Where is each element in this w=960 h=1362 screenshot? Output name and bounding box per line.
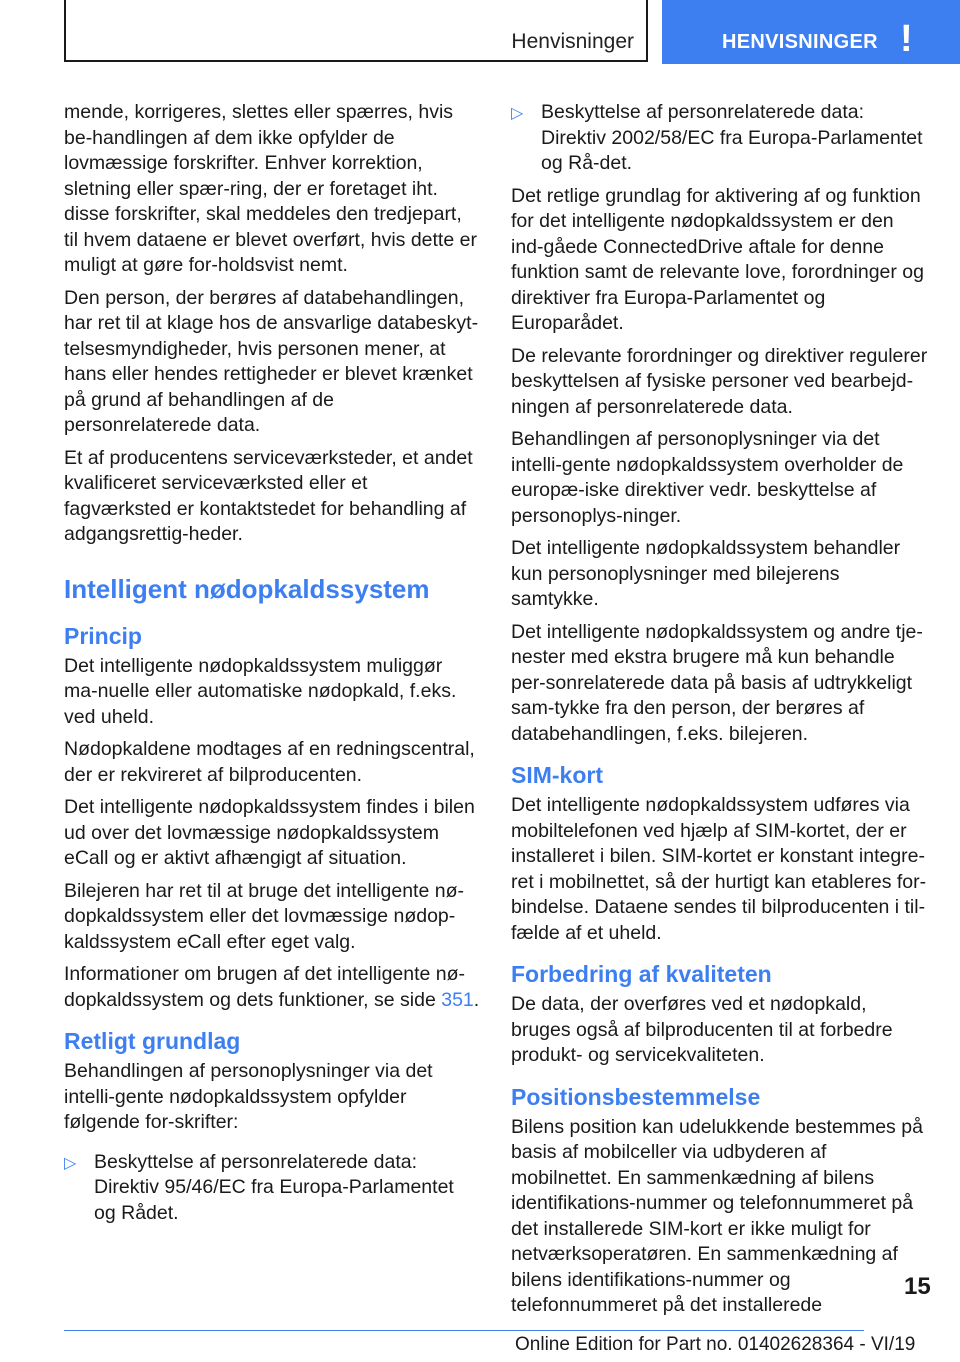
paragraph: Nødopkaldene modtages af en redningscentral, der er rekvireret af bilproducenten. — [64, 738, 475, 786]
list-item — [511, 100, 931, 177]
exclamation-icon: ! — [900, 18, 913, 60]
paragraph: Det intelligente nødopkaldssystem findes i bilen ud over det lovmæssige nødopkaldssystem eCall og er aktivt afhængigt af situation. — [64, 796, 475, 869]
triangle-bullet-icon: ▷ — [511, 105, 524, 122]
paragraph: Den person, der berøres af databehandlingen, har ret til at klage hos de ansvarlige databeskyt-telsesmyndigheder, hvis personen mener, at hans eller hendes rettigheder er blevet krænket på grund af behandlingen af de personrelaterede data. — [64, 286, 479, 436]
list-item-text: Beskyttelse af personrelaterede data: Direktiv 2002/58/EC fra Europa-Parlamentet og Rå-det. — [541, 101, 923, 174]
header-title-box — [64, 0, 648, 62]
subheading-forbedring: Forbedring af kvaliteten — [511, 961, 772, 987]
header-title: Henvisninger — [511, 30, 634, 53]
paragraph: Bilejeren har ret til at bruge det intelligente nø-dopkaldssystem eller det lovmæssige nødop-kaldssystem eCall efter eget valg. — [64, 879, 464, 953]
paragraph: Det intelligente nødopkaldssystem behandler kun personoplysninger med bilejerens samtykke. — [511, 537, 901, 610]
paragraph: Det intelligente nødopkaldssystem muliggør ma-nuelle eller automatiske nødopkald, f.eks. ved uheld. — [64, 654, 457, 728]
paragraph: Bilens position kan udelukkende bestemmes på basis af mobilceller via udbyderen af mobilnettet. En sammenkædning af bilens identifikations-nummer og telefonnummeret på det installerede SIM-kort er ikke muligt for netværksoperatøren. En sammenkædning af bilens identifikations-nummer og telefonnummeret på det installerede — [511, 1115, 923, 1316]
paragraph: De data, der overføres ved et nødopkald, bruges også af bilproducenten til at forbedre produkt- og servicekvaliteten. — [511, 993, 893, 1066]
list-item — [64, 1150, 480, 1227]
paragraph — [64, 962, 480, 1013]
list-item-text: Beskyttelse af personrelaterede data: Direktiv 95/46/EC fra Europa-Parlamentet og Rådet. — [94, 1150, 454, 1224]
right-column — [511, 100, 931, 1326]
paragraph: Det intelligente nødopkaldssystem udføres via mobiltelefonen ved hjælp af SIM-kortet, der er installeret i bilen. SIM-kortet er konstant integre-ret i mobilnettet, så der hurtigt kan etableres for-bindelse. Dataene sendes til bilproducenten i til-fælde af et uheld. — [511, 794, 927, 944]
paragraph: mende, korrigeres, slettes eller spærres, hvis be-handlingen af dem ikke opfylder de lovmæssige forskrifter. Enhver korrektion, sletning eller spær-ring, der er foretaget iht. disse forskrifter, skal meddeles den tredjepart, til hvem dataene er blevet overført, hvis dette er muligt at gøre for-holdsvist nemt. — [64, 101, 477, 276]
page-link[interactable]: 351 — [441, 988, 474, 1011]
paragraph: Behandlingen af personoplysninger via det intelli-gente nødopkaldssystem overholder de europæ-iske direktiver vedr. beskyttelse af personoplys-ninger. — [511, 428, 904, 527]
paragraph: Det intelligente nødopkaldssystem og andre tje-nester med ekstra brugere må kun behandle per-sonrelaterede data på basis af udtrykkeligt sam-tykke fra den person, der berøres af databehandlingen, f.eks. bilejeren. — [511, 620, 923, 745]
left-column — [64, 100, 480, 1233]
paragraph: Et af producentens serviceværksteder, et andet kvalificeret serviceværksted eller et fagværksted er kontaktstedet for behandling af adgangsrettig-heder. — [64, 446, 473, 545]
section-heading: Intelligent nødopkaldssystem — [64, 573, 430, 604]
subheading-retligt: Retligt grundlag — [64, 1028, 241, 1054]
footer-divider — [64, 1330, 864, 1331]
paragraph-end: . — [473, 988, 480, 1011]
subheading-position: Positionsbestemmelse — [511, 1083, 761, 1110]
header-section-label: HENVISNINGER — [722, 31, 878, 53]
subheading-sim: SIM-kort — [511, 762, 603, 788]
page-number: 15 — [904, 1273, 931, 1300]
subheading-princip: Princip — [64, 622, 142, 649]
triangle-bullet-icon: ▷ — [64, 1154, 77, 1172]
paragraph: Behandlingen af personoplysninger via det intelli-gente nødopkaldssystem opfylder følgende for-skrifter: — [64, 1060, 433, 1133]
paragraph: De relevante forordninger og direktiver regulerer beskyttelsen af fysiske personer ved bearbejd-ningen af personrelaterede data. — [511, 344, 928, 418]
footer-edition: Online Edition for Part no. 01402628364 - VI/19 — [515, 1334, 916, 1355]
paragraph: Det retlige grundlag for aktivering af og funktion for det intelligente nødopkaldssystem er den ind-gåede ConnectedDrive aftale for denne funktion samt de relevante love, forordninger og direktiver fra Europa-Parlamentet og Europarådet. — [511, 184, 924, 334]
paragraph-text: Informationer om brugen af det intelligente nø-dopkaldssystem og dets funktioner, se side — [64, 963, 466, 1011]
header-section-tab — [662, 0, 960, 64]
